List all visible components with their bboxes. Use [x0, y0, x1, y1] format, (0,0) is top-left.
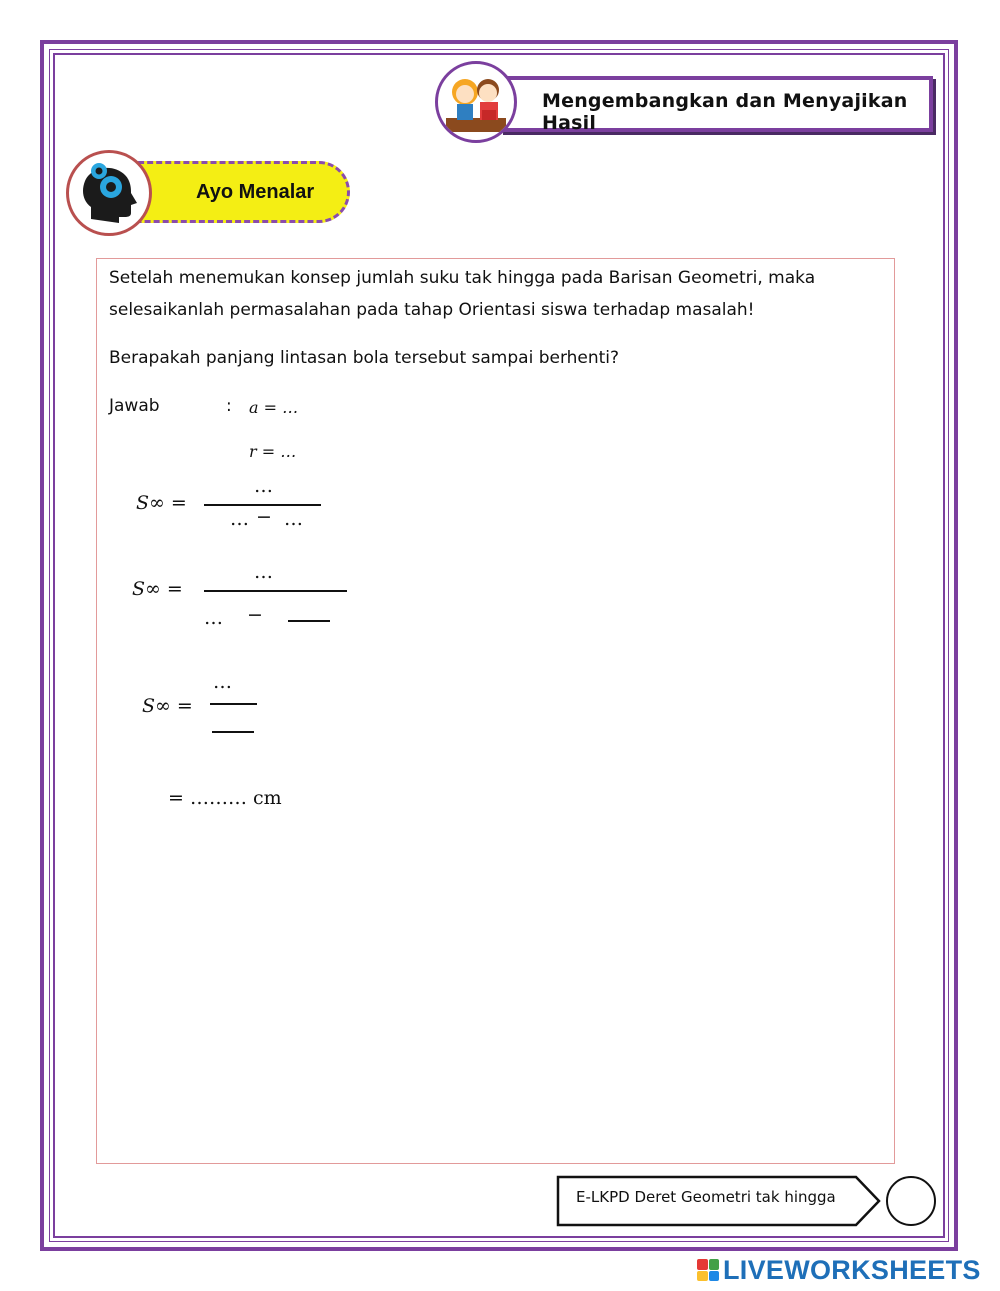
liveworksheets-brand — [697, 1255, 981, 1285]
instruction-line-1: Setelah menemukan konsep jumlah suku tak hingga pada Barisan Geometri, maka — [109, 268, 816, 288]
formula-1-denominator-right: … — [284, 508, 303, 530]
badge-label: Ayo Menalar — [196, 181, 315, 203]
students-illustration-icon — [435, 61, 517, 143]
final-answer-blank: = ……… — [168, 787, 253, 809]
page-number-circle — [886, 1176, 936, 1226]
answer-colon: : — [226, 396, 232, 416]
formula-1-minus: − — [256, 506, 272, 528]
head-gears-icon — [66, 150, 152, 236]
formula-2-fraction-bar — [204, 590, 347, 592]
header-banner — [500, 76, 933, 132]
equation-a: a = … — [249, 398, 299, 417]
formula-2-denominator-left: … — [204, 607, 223, 629]
formula-1-numerator: … — [254, 475, 273, 497]
final-answer — [168, 787, 282, 809]
formula-2-blank-fraction — [288, 620, 330, 622]
question-text: Berapakah panjang lintasan bola tersebut sampai berhenti? — [109, 348, 620, 368]
s-infinity-1: S∞ = — [136, 492, 187, 514]
formula-1-denominator-left: … — [230, 508, 249, 530]
formula-2-minus: − — [247, 604, 263, 626]
s-infinity-3: S∞ = — [142, 695, 193, 717]
final-answer-unit: cm — [253, 787, 282, 809]
content-box — [96, 258, 895, 1164]
brand-name: LIVEWORKSHEETS — [723, 1254, 981, 1285]
s-infinity-2: S∞ = — [132, 578, 183, 600]
formula-3-fraction-bar — [210, 703, 257, 705]
instruction-line-2: selesaikanlah permasalahan pada tahap Orientasi siswa terhadap masalah! — [109, 300, 755, 320]
formula-3-blank-denominator — [212, 731, 254, 733]
header-title: Mengembangkan dan Menyajikan Hasil — [542, 90, 908, 134]
equation-r: r = … — [249, 442, 297, 461]
liveworksheets-logo-icon — [697, 1259, 719, 1281]
footer-label: E-LKPD Deret Geometri tak hingga — [576, 1188, 836, 1206]
formula-3-numerator: … — [213, 671, 232, 693]
formula-2-numerator: … — [254, 561, 273, 583]
ayo-menalar-badge — [120, 161, 350, 223]
answer-label: Jawab — [109, 396, 160, 416]
